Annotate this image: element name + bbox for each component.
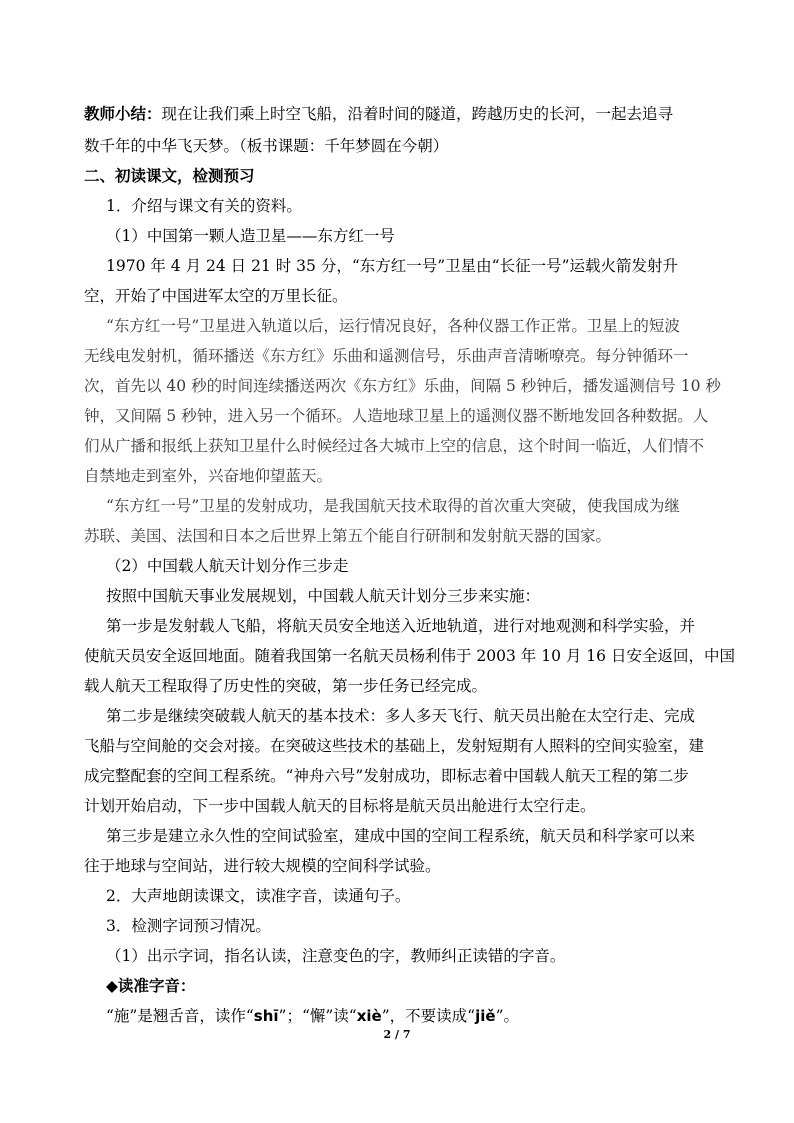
- paragraph-line: 飞船与空间舱的交会对接。在突破这些技术的基础上，发射短期有人照料的空间实验室，建: [84, 737, 705, 755]
- summary-line-1: 教师小结：现在让我们乘上时空飞船，沿着时间的隧道，跨越历史的长河，一起去追寻: [84, 104, 674, 123]
- summary-label: 教师小结：: [84, 104, 162, 123]
- item-2: 2．大声地朗读课文，读准字音，读通句子。: [106, 887, 411, 905]
- pinyin-jie: jiě: [475, 1007, 496, 1025]
- paragraph-line: “东方红一号”卫星的发射成功，是我国航天技术取得的首次重大突破，使我国成为继: [106, 497, 680, 515]
- summary-line-2: 数千年的中华飞天梦。（板书课题：千年梦圆在今朝）: [84, 137, 449, 155]
- pronunciation-line: “施”是翘舌音，读作“shī”；“懈”读“xiè”，不要读成“jiě”。: [106, 1007, 519, 1025]
- paragraph-line: 苏联、美国、法国和日本之后世界上第五个能自行研制和发射航天器的国家。: [84, 527, 612, 545]
- pronunciation-heading: ◆读准字音：: [106, 976, 196, 995]
- paragraph-line: 使航天员安全返回地面。随着我国第一名航天员杨利伟于 2003 年 10 月 16 日安全返回，中国: [84, 647, 735, 665]
- paragraph-line: 成完整配套的空间工程系统。“神舟六号”发射成功，即标志着中国载人航天工程的第二步: [84, 767, 689, 785]
- item-3: 3．检测字词预习情况。: [106, 917, 271, 935]
- sub-heading-3: （1）出示字词，指名认读，注意变色的字，教师纠正读错的字音。: [106, 947, 566, 965]
- pinyin-shi: shī: [253, 1007, 279, 1025]
- paragraph-line: 计划开始启动，下一步中国载人航天的目标将是航天员出舱进行太空行走。: [84, 797, 596, 815]
- paragraph-line: “东方红一号”卫星进入轨道以后，运行情况良好，各种仪器工作正常。卫星上的短波: [106, 317, 680, 335]
- paragraph-line: 按照中国航天事业发展规划，中国载人航天计划分三步来实施：: [106, 587, 541, 605]
- paragraph-line: 载人航天工程取得了历史性的突破，第一步任务已经完成。: [84, 677, 488, 695]
- paragraph-line: 第二步是继续突破载人航天的基本技术：多人多天飞行、航天员出舱在太空行走、完成: [106, 707, 696, 725]
- paragraph-line: 钟，又间隔 5 秒钟，进入另一个循环。人造地球卫星上的遥测仪器不断地发回各种数据。人: [84, 407, 709, 425]
- sub-heading-1: （1）中国第一颗人造卫星——东方红一号: [106, 227, 395, 245]
- paragraph-line: 们从广播和报纸上获知卫星什么时候经过各大城市上空的信息，这个时间一临近，人们情不: [84, 437, 705, 455]
- paragraph-line: 无线电发射机，循环播送《东方红》乐曲和遥测信号，乐曲声音清晰嘹亮。每分钟循环一: [84, 347, 689, 365]
- paragraph-line: 往于地球与空间站，进行较大规模的空间科学试验。: [84, 857, 441, 875]
- paragraph-line: 自禁地走到室外，兴奋地仰望蓝天。: [84, 467, 333, 485]
- pinyin-xie: xiè: [356, 1007, 382, 1025]
- paragraph-line: 1970 年 4 月 24 日 21 时 35 分，“东方红一号”卫星由“长征一号”运载火箭发射升: [106, 257, 679, 275]
- section-heading: 二、初读课文，检测预习: [84, 166, 255, 185]
- paragraph-line: 第三步是建立永久性的空间试验室，建成中国的空间工程系统，航天员和科学家可以来: [106, 827, 696, 845]
- page-number: 2 / 7: [383, 1028, 411, 1041]
- item-1: 1．介绍与课文有关的资料。: [106, 197, 302, 215]
- paragraph-line: 次，首先以 40 秒的时间连续播送两次《东方红》乐曲，间隔 5 秒钟后，播发遥测信号 10 秒: [84, 377, 721, 395]
- paragraph-line: 第一步是发射载人飞船，将航天员安全地送入近地轨道，进行对地观测和科学实验，并: [106, 617, 696, 635]
- sub-heading-2: （2）中国载人航天计划分作三步走: [106, 557, 349, 575]
- paragraph-line: 空，开始了中国进军太空的万里长征。: [84, 287, 348, 305]
